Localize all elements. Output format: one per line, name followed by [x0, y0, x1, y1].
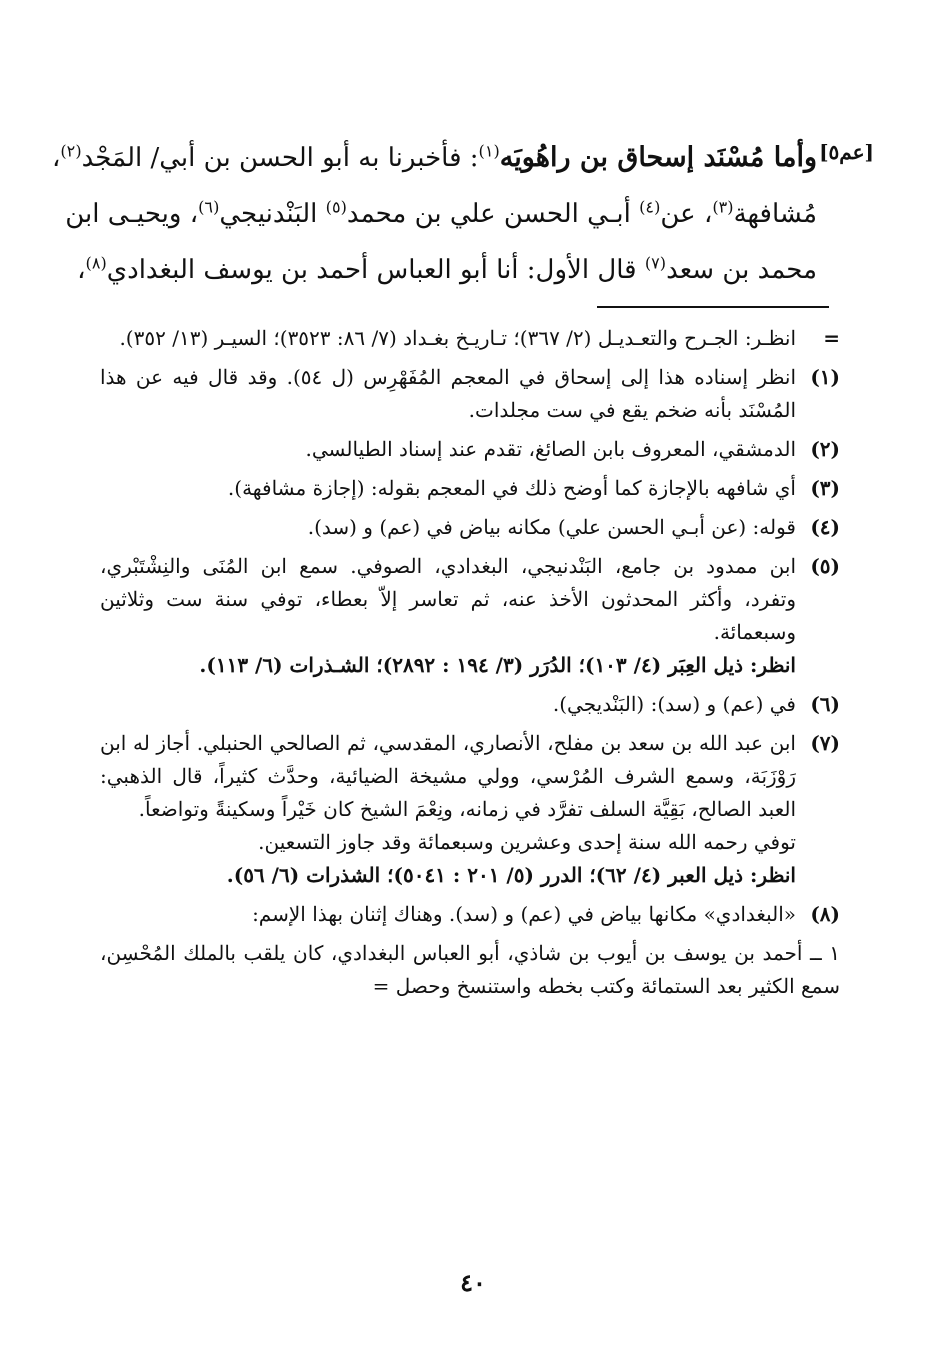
footnote-text: ١ ــ أحمد بن يوسف بن أيوب بن شاذي، أبو العباس البغدادي، كان يلقب بالملك المُحْسِن، سمع الكثير بعد الستمائة وكتب بخطه واستنسخ وحصل =: [100, 941, 840, 998]
footnote: [100, 688, 840, 721]
footnote-ref: (٤): [639, 197, 661, 217]
footnote-ref: (١): [478, 141, 500, 161]
footnote-number: (٢): [810, 437, 840, 461]
page-number: ٤٠: [460, 1268, 486, 1297]
main-line-2: [65, 186, 817, 242]
footnote-separator: [597, 306, 829, 308]
footnote: [100, 727, 840, 892]
main-line-lead: وأما مُسْنَد إسحاق بن راهُويَه: [499, 142, 817, 173]
footnote-ref: (٣): [712, 197, 734, 217]
footnote-number: (٨): [810, 902, 840, 926]
main-line-text: محمد بن سعد: [666, 255, 817, 285]
main-line-text: ،: [51, 143, 61, 173]
footnote-ref: (٧): [644, 253, 667, 273]
footnote-text: ابن عبد الله بن سعد بن مفلح، الأنصاري، المقدسي، ثم الصالحي الحنبلي. أجاز له ابن رَوْزَبَة، وسمع الشرف المُرْسي، وولي مشيخة الضيائية، وحدَّث كثيراً، قال الذهبي: العبد الصالح، بَقِيَّة السلف تفرَّد في زمانه، ونِعْمَ الشيخ كان خَيْراً وسكينةً وتواضعاً.: [100, 731, 796, 821]
footnote-continuation: [100, 937, 840, 1003]
footnote-ref: (٢): [60, 141, 82, 161]
footnote-body: [100, 550, 796, 682]
footnote-body: [100, 937, 840, 1003]
footnote-number: (٤): [810, 515, 840, 539]
footnote-number: (١): [810, 365, 840, 389]
footnote-text: انظـر: الجـرح والتعـديـل (٢/ ٣٦٧)؛ تـاريـخ بغـداد (٧/ ٨٦: ٣٥٢٣)؛ السيـر (١٣/ ٣٥٢).: [119, 326, 796, 350]
footnote-ref: (٦): [198, 197, 220, 217]
main-line-text: ، ويحيـى ابن: [65, 199, 199, 229]
main-line-3: [77, 242, 817, 298]
footnote-text: الدمشقي، المعروف بابن الصائغ، تقدم عند إسناد الطيالسي.: [305, 437, 796, 461]
footnote-body: [100, 727, 796, 892]
footnote-text: «البغدادي» مكانها بياض في (عم) و (سد). وهناك إثنان بهذا الإسم:: [252, 902, 796, 926]
footnote-number: (٦): [810, 692, 840, 716]
footnote-number: (٥): [810, 554, 840, 578]
footnote-text: توفي رحمه الله سنة إحدى وعشرين وسبعمائة وقد جاوز التسعين.: [258, 830, 796, 854]
main-line-text: مُشافهة: [733, 199, 817, 229]
footnote-body: [100, 898, 796, 931]
footnote-text: قوله: (عن أبـي الحسن علي) مكانه بياض في (عم) و (سد).: [307, 515, 796, 539]
footnote-text: في (عم) و (سد): (البَنْديجي).: [552, 692, 796, 716]
footnote: [100, 898, 840, 931]
footnote-sources: انظر: ذيل العِبَر (٤/ ١٠٣)؛ الدُرَر (٣/ ١٩٤ : ٢٨٩٢)؛ الشـذرات (٦/ ١١٣).: [199, 653, 796, 677]
footnote: [100, 550, 840, 682]
footnote-text: انظر إسناده هذا إلى إسحاق في المعجم المُفَهْرِس (ل ٥٤). وقد قال فيه عن هذا المُسْنَد بأنه ضخم يقع في ست مجلدات.: [100, 365, 796, 422]
main-line-text: : فأخبرنا به أبو الحسن بن أبي/ المَجْد: [81, 143, 479, 173]
manuscript-marker: [عم٥]: [819, 140, 874, 164]
footnote-ref: (٨): [85, 253, 107, 273]
footnote-number: (٧): [810, 731, 840, 755]
main-line-text: ، عن: [660, 199, 713, 229]
footnotes: [100, 322, 840, 1009]
footnote: [100, 433, 840, 466]
footnote-body: [100, 361, 796, 427]
footnote-text: ابن ممدود بن جامع، البَنْدنيجي، البغدادي، الصوفي. سمع ابن المُنَى والنِشْتَبْري، وتفرد، وأكثر المحدثون الأخذ عنه، ثم تعاسر إلاّ بعطاء، توفي سنة ست وثلاثين وسبعمائة.: [100, 554, 796, 644]
main-line-1: [51, 130, 817, 186]
footnote-body: [100, 433, 796, 466]
footnote-body: [100, 322, 796, 355]
footnote: [100, 361, 840, 427]
main-line-text: أبـي الحسن علي بن محمد: [346, 199, 640, 229]
main-line-text: البَنْدنيجي: [219, 199, 326, 229]
footnote-text: أي شافهه بالإجازة كما أوضح ذلك في المعجم بقوله: (إجازة مشافهة).: [227, 476, 796, 500]
footnote: [100, 322, 840, 355]
footnote-body: [100, 472, 796, 505]
main-line-text: قال الأول: أنا أبو العباس أحمد بن يوسف البغدادي: [106, 255, 645, 285]
footnote-sources: انظر: ذيل العبر (٤/ ٦٢)؛ الدرر (٥/ ٢٠١ : ٥٠٤١)؛ الشذرات (٦/ ٥٦).: [226, 863, 796, 887]
footnote-ref: (٥): [325, 197, 347, 217]
footnote: [100, 511, 840, 544]
main-line-text: ،: [77, 255, 86, 285]
footnote-body: [100, 511, 796, 544]
footnote-number: (٣): [810, 476, 840, 500]
footnote-body: [100, 688, 796, 721]
footnote: [100, 472, 840, 505]
footnote-number: =: [823, 326, 840, 350]
main-text: [51, 130, 817, 298]
